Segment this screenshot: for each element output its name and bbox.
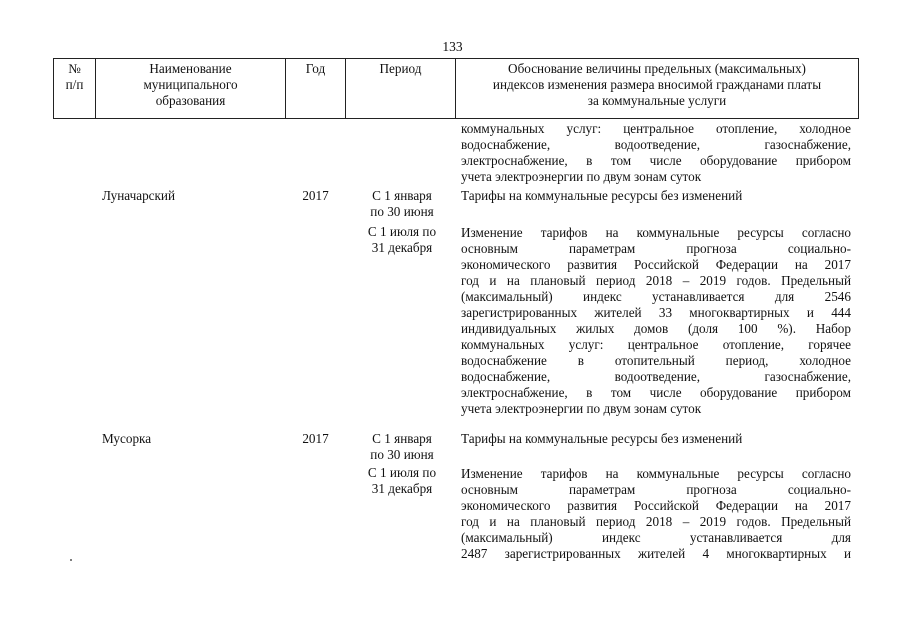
continuation-text: коммунальных услуг: центральное отопление, холодное водоснабжение, водоотведение, газоснабжение, электроснабжение, в том числе оборудование прибором учета электроэнергии по двум зонам суток [461,121,851,184]
table-header-top-border [53,58,859,59]
tariff-rationale-text: Изменение тарифов на коммунальные ресурсы согласно основным параметрам прогноза социально- экономического развития Российской Федерации на 2017 год и на плановый период 2018 – 2019 годов. Предельный (максимальный) индекс устанавливается для 2546 зарегистрированных жителей 33 многоквартирных и 444 индивидуальных жилых домов (доля 100 %). Набор коммунальных услуг: центральное отопление, горячее водоснабжение в отопительный период, холодное водоснабжение, водоотведение, газоснабжение, электроснабжение, в том числе оборудование прибором учета электроэнергии по двум зонам суток [461,225,851,416]
year-value: 2017 [302,188,329,203]
page-number: 133 [442,39,463,54]
year-value: 2017 [302,431,329,446]
tariff-no-change-text: Тарифы на коммунальные ресурсы без изменений [461,188,743,203]
period-second-half: С 1 июля по 31 декабря [367,465,437,496]
municipality-name: Луначарский [102,188,176,203]
municipality-name: Мусорка [102,431,152,446]
period-second-half: С 1 июля по 31 декабря [367,224,437,255]
tariff-rationale-text: Изменение тарифов на коммунальные ресурсы согласно основным параметрам прогноза социально- экономического развития Российской Федерации на 2017 год и на плановый период 2018 – 2019 годов. Предельный (максимальный) индекс устанавливается для 2487 зарегистрированных жителей 4 многоквартирных и [461,466,851,561]
header-period: Период [379,61,422,76]
header-number: № п/п [65,61,84,92]
scan-speck [70,559,72,561]
header-divider [858,58,859,119]
period-first-half: С 1 января по 30 июня [370,431,434,462]
header-municipality: Наименование муниципального образования [143,61,238,108]
header-rationale: Обоснование величины предельных (максимальных) индексов изменения размера вносимой гражданами платы за коммунальные услуги [492,61,822,108]
header-year: Год [305,61,326,76]
period-first-half: С 1 января по 30 июня [370,188,434,219]
table-header-bottom-border [53,118,859,119]
tariff-no-change-text: Тарифы на коммунальные ресурсы без изменений [461,431,743,446]
